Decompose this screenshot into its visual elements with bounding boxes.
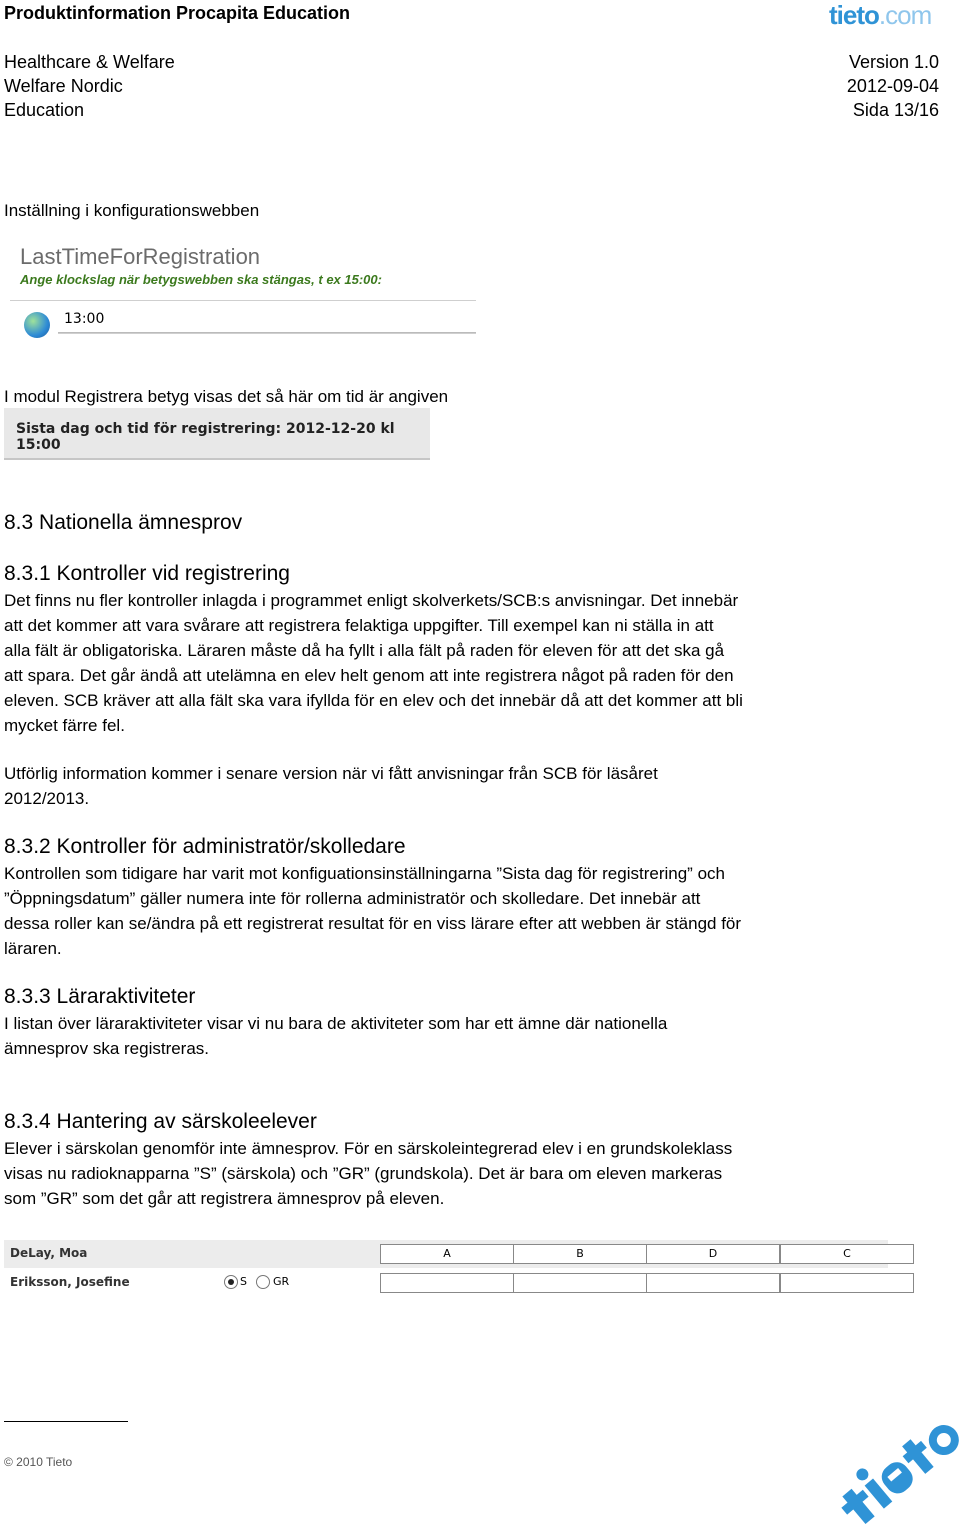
tieto-logo: tieto.com [829,0,932,30]
text-line: läraren. [4,939,62,958]
section-heading-8-3-1: 8.3.1 Kontroller vid registrering [4,562,290,585]
grade-cell-b[interactable] [513,1273,647,1293]
radio-s-label: S [240,1275,247,1288]
text-line: visas nu radioknapparna ”S” (särskola) och ”GR” (grundskola). Det är bara om eleven markeras [4,1164,723,1183]
header-division: Welfare Nordic [4,76,123,96]
radio-s[interactable] [224,1275,238,1289]
section-heading-8-3: 8.3 Nationella ämnesprov [4,511,243,534]
divider [58,333,476,334]
divider [10,300,476,301]
text-line: dessa roller kan se/ändra på ett registrerat resultat för en viss lärare efter att webben är stängd för [4,914,742,933]
globe-icon [24,312,50,338]
section-heading-8-3-2: 8.3.2 Kontroller för administratör/skolledare [4,835,406,858]
text-line: eleven. SCB kräver att alla fält ska vara ifyllda för en elev och det innebär då att det kommer att bli [4,691,743,710]
student-grid [4,1240,888,1298]
header-version: Version 1.0 [848,52,939,72]
footer-copyright: © 2010 Tieto [4,1455,73,1469]
student-name: Eriksson, Josefine [10,1275,130,1289]
text-line: alla fält är obligatoriska. Läraren måste då ha fyllt i alla fält på raden för eleven för att det ska gå [4,641,725,660]
text-line: I listan över läraraktiviteter visar vi nu bara de aktiviteter som har ett ämne där nationella [4,1014,668,1033]
grade-cell-c[interactable]: C [780,1244,914,1264]
document-title: Produktinformation Procapita Education [4,3,351,23]
grade-cell-d[interactable] [646,1273,780,1293]
text-line: att det kommer att vara svårare att registrera felaktiga uppgifter. Till exempel kan ni ställa in att [4,616,714,635]
paragraph-8-3-1-info [4,761,844,811]
grade-cell-a[interactable] [380,1273,514,1293]
config-widget [10,220,476,338]
student-name: DeLay, Moa [10,1246,88,1260]
table-row [4,1269,888,1297]
grade-cell-b[interactable]: B [513,1244,647,1264]
header-org: Healthcare & Welfare [4,52,175,72]
text-line: 2012/2013. [4,789,90,808]
text-line: Elever i särskolan genomför inte ämnesprov. För en särskoleintegrerad elev i en grundskoleklass [4,1139,733,1158]
paragraph-8-3-3 [4,1011,844,1061]
section-heading-8-3-3: 8.3.3 Läraraktiviteter [4,985,196,1008]
register-intro: I modul Registrera betyg visas det så här om tid är angiven [4,387,449,406]
header-left [4,50,175,122]
text-line: Kontrollen som tidigare har varit mot konfiguationsinställningarna ”Sista dag för registrering” och [4,864,725,883]
config-title: LastTimeForRegistration [20,244,261,269]
footer-divider [4,1421,128,1422]
deadline-bar [4,408,430,460]
text-line: ”Öppningsdatum” gäller numera inte för rollerna administratör och skolledare. Det innebär att [4,889,701,908]
config-intro: Inställning i konfigurationswebben [4,201,260,220]
time-input[interactable] [58,308,476,333]
grade-cell-c[interactable] [780,1273,914,1293]
header-page: Sida 13/16 [852,100,939,120]
radio-gr-label: GR [273,1275,290,1288]
section-heading-8-3-4: 8.3.4 Hantering av särskoleelever [4,1110,317,1133]
radio-gr[interactable] [256,1275,270,1289]
text-line: att spara. Det går ändå att utelämna en elev helt genom att inte registrera något på raden för den [4,666,734,685]
paragraph-8-3-2 [4,861,844,961]
header-date: 2012-09-04 [846,76,939,96]
deadline-text: Sista dag och tid för registrering: 2012-12-20 kl 15:00 [16,421,395,453]
grade-cell-a[interactable]: A [380,1244,514,1264]
header-unit: Education [4,100,85,120]
text-line: Det finns nu fler kontroller inlagda i programmet enligt skolverkets/SCB:s anvisningar. Det innebär [4,591,739,610]
text-line: som ”GR” som det går att registrera ämnesprov på eleven. [4,1189,445,1208]
grade-cell-d[interactable]: D [646,1244,780,1264]
table-row [4,1240,888,1268]
config-subtitle: Ange klockslag när betygswebben ska stängas, t ex 15:00: [20,272,382,287]
time-value: 13:00 [64,311,105,327]
text-line: ämnesprov ska registreras. [4,1039,210,1058]
paragraph-8-3-1 [4,588,844,738]
paragraph-8-3-4 [4,1136,844,1211]
header-right [847,50,939,122]
tieto-logo-large [820,1400,960,1526]
text-line: Utförlig information kommer i senare version när vi fått anvisningar från SCB för läsåret [4,764,658,783]
text-line: mycket färre fel. [4,716,125,735]
